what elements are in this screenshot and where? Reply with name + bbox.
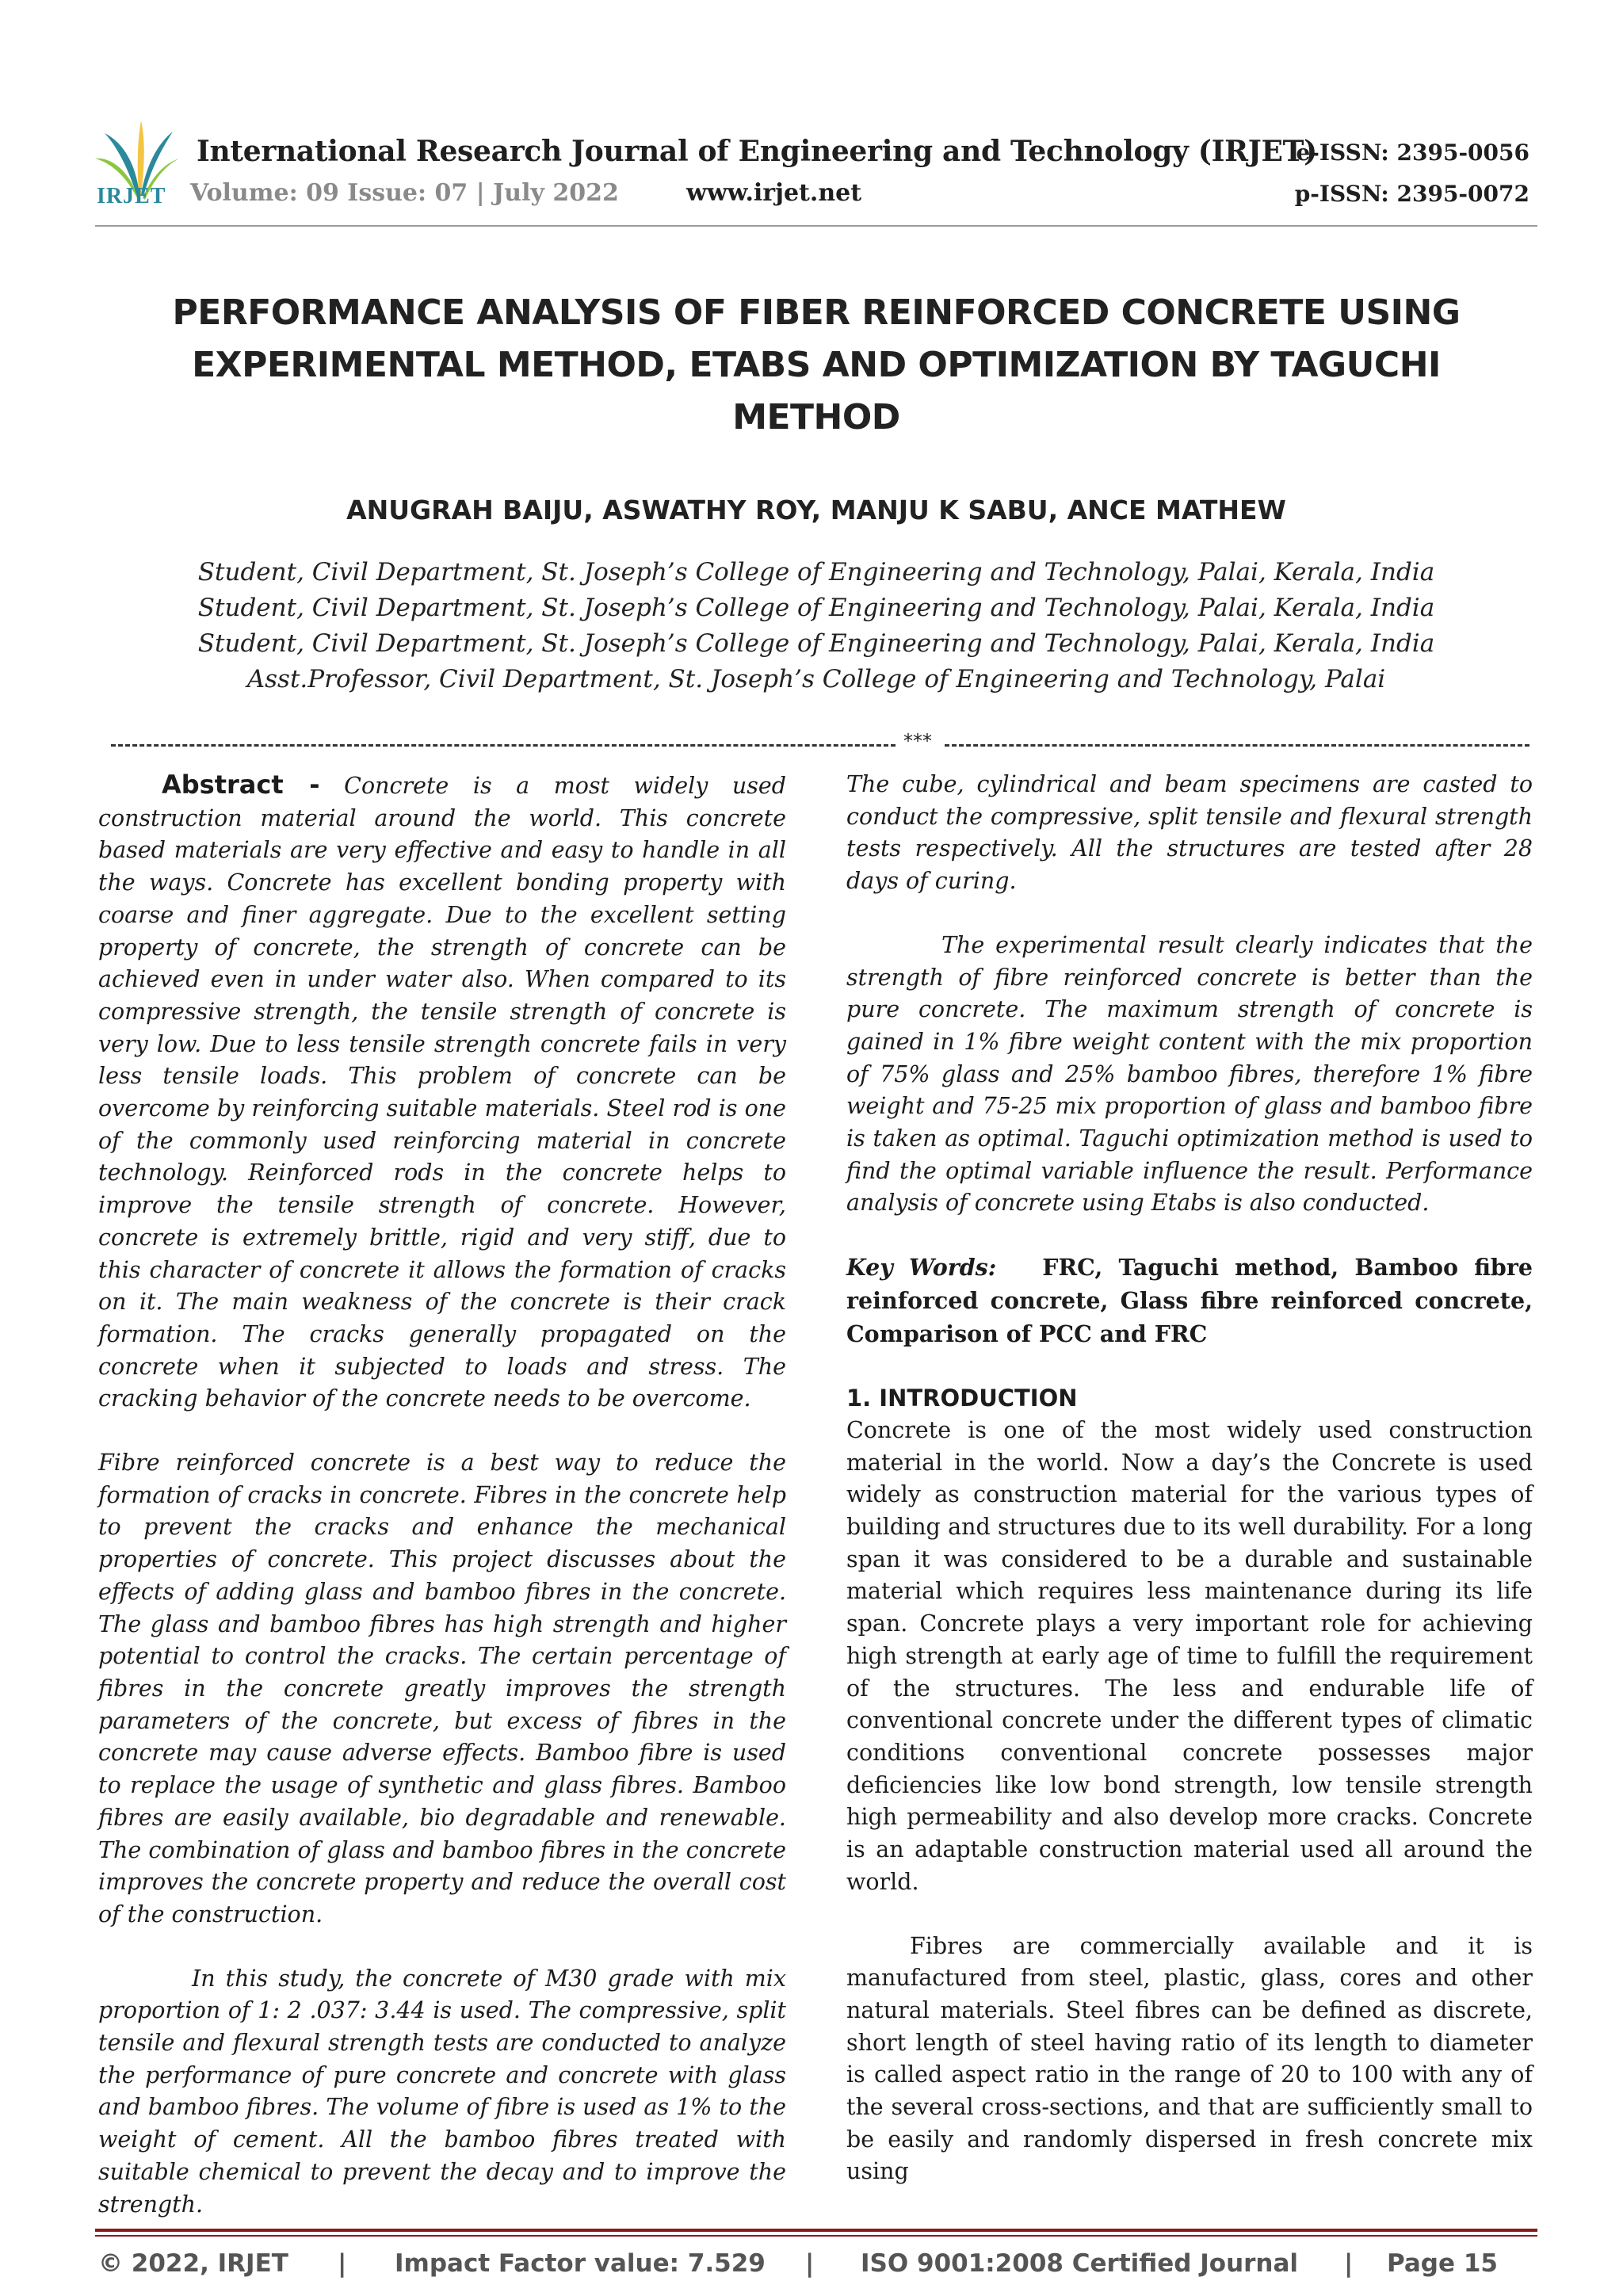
title-line: PERFORMANCE ANALYSIS OF FIBER REINFORCED CONCRETE USING: [172, 292, 1461, 333]
section-separator: [111, 730, 1529, 752]
footer-rule: [95, 2235, 1537, 2237]
affiliation-list: [95, 555, 1537, 697]
abstract-paragraph: [98, 769, 786, 1415]
keywords: Key Words: FRC, Taguchi method, Bamboo fibre reinforced concrete, Glass fibre reinforced concrete, Comparison of PCC and FRC: [846, 1254, 1533, 1347]
author-list: ANUGRAH BAIJU, ASWATHY ROY, MANJU K SABU, ANCE MATHEW: [346, 495, 1286, 525]
abstract-paragraph: Fibre reinforced concrete is a best way to reduce the formation of cracks in concrete. Fibres in the concrete help to prevent the cracks and enhance the mechanical properties of concrete. This project discusses about the effects of adding glass and bamboo fibres in the concrete. The glass and bamboo fibres has high strength and higher potential to control the cracks. The certain percentage of fibres in the concrete greatly improves the strength parameters of the concrete, but excess of fibres in the concrete may cause adverse effects. Bamboo fibre is used to replace the usage of synthetic and glass fibres. Bamboo fibres are easily available, bio degradable and renewable. The combination of glass and bamboo fibres in the concrete improves the concrete property and reduce the overall cost of the construction.: [98, 1450, 786, 1927]
affiliation: Student, Civil Department, St. Joseph’s College of Engineering and Technology, Palai, Kerala, India: [197, 558, 1435, 586]
abstract-text: Concrete is a most widely used construction material around the world. This concrete based materials are very effective and easy to handle in all the ways. Concrete has excellent bonding property with coarse and finer aggregate. Due to the excellent setting property of concrete, the strength of concrete can be achieved even in under water also. When compared to its compressive strength, the tensile strength of concrete is very low. Due to less tensile strength concrete fails in very less tensile loads. This problem of concrete can be overcome by reinforcing suitable materials. Steel rod is one of the commonly used reinforcing material in concrete technology. Reinforced rods in the concrete helps to improve the tensile strength of concrete. However, concrete is extremely brittle, rigid and very stiff, due to this character of concrete it allows the formation of cracks on it. The main weakness of the concrete is their crack formation. The cracks generally propagated on the concrete when it subjected to loads and stress. The cracking behavior of the concrete needs to be overcome.: [98, 773, 787, 1412]
footer-separator: |: [338, 2249, 347, 2278]
title-line: EXPERIMENTAL METHOD, ETABS AND OPTIMIZATION BY TAGUCHI: [192, 345, 1441, 385]
abstract-label: Abstract -: [162, 770, 320, 800]
affiliation: Asst.Professor, Civil Department, St. Joseph’s College of Engineering and Technology, Palai: [246, 665, 1386, 693]
left-column: [98, 769, 786, 2221]
separator-dash-left: [111, 744, 896, 747]
footer-iso: ISO 9001:2008 Certified Journal: [861, 2249, 1299, 2278]
separator-dash-right: [945, 744, 1529, 747]
affiliation: Student, Civil Department, St. Joseph’s College of Engineering and Technology, Palai, Kerala, India: [197, 629, 1435, 658]
separator-stars: ***: [903, 730, 932, 752]
footer-rule: [95, 2229, 1537, 2232]
abstract-paragraph-continued: The cube, cylindrical and beam specimens are casted to conduct the compressive, split tensile and flexural strength tests respectively. All the structures are tested after 28 days of curing.: [846, 771, 1533, 895]
footer-separator: |: [1344, 2249, 1354, 2278]
title-line: METHOD: [732, 397, 900, 437]
logo-text: IRJET: [97, 184, 166, 208]
affiliation: Student, Civil Department, St. Joseph’s College of Engineering and Technology, Palai, Kerala, India: [197, 594, 1435, 622]
abstract-paragraph: The experimental result clearly indicates that the strength of fibre reinforced concrete is better than the pure concrete. The maximum strength of concrete is gained in 1% fibre weight content with the mix proportion of 75% glass and 25% bamboo fibres, therefore 1% fibre weight and 75-25 mix proportion of glass and bamboo fibre is taken as optimal. Taguchi optimization method is used to find the optimal variable influence the result. Performance analysis of concrete using Etabs is also conducted.: [846, 931, 1533, 1217]
abstract-paragraph: In this study, the concrete of M30 grade with mix proportion of 1: 2 .037: 3.44 is used. The compressive, split tensile and flexural strength tests are conducted to analyze the performance of pure concrete and concrete with glass and bamboo fibres. The volume of fibre is used as 1% to the weight of cement. All the bamboo fibres treated with suitable chemical to prevent the decay and to improve the strength.: [98, 1965, 786, 2218]
p-issn: p-ISSN: 2395-0072: [1294, 181, 1529, 207]
footer-copyright: © 2022, IRJET: [98, 2249, 288, 2278]
e-issn: e-ISSN: 2395-0056: [1296, 139, 1529, 166]
page-footer: [98, 2249, 1541, 2281]
section-heading: 1. INTRODUCTION: [846, 1385, 1078, 1412]
footer-impact-factor: Impact Factor value: 7.529: [395, 2249, 766, 2278]
journal-title: International Research Journal of Engineering and Technology (IRJET): [197, 135, 1317, 168]
body-paragraph: Concrete is one of the most widely used construction material in the world. Now a day’s the Concrete is used widely as construction material for the various types of building and structures due to its well durability. For a long span it was considered to be a durable and sustainable material which requires less maintenance during its life span. Concrete plays a very important role for achieving high strength at early age of time to fulfill the requirement of the structures. The less and endurable life of conventional concrete under the different types of climatic conditions conventional concrete possesses major deficiencies like low bond strength, low tensile strength high permeability and also develop more cracks. Concrete is an adaptable construction material used all around the world.: [846, 1416, 1533, 1895]
header-divider: [95, 225, 1537, 227]
footer-separator: |: [805, 2249, 815, 2278]
keywords-text: FRC, Taguchi method, Bamboo fibre reinforced concrete, Glass fibre reinforced concrete, Comparison of PCC and FRC: [846, 1254, 1533, 1347]
body-paragraph: Fibres are commercially available and it is manufactured from steel, plastic, glass, cores and other natural materials. Steel fibres can be defined as discrete, short length of steel having ratio of its length to diameter is called aspect ratio in the range of 20 to 100 with any of the several cross-sections, and that are sufficiently small to be easily and randomly dispersed in fresh concrete mix using: [846, 1932, 1533, 2185]
right-column: [846, 769, 1533, 2188]
paper-title: [95, 287, 1537, 444]
footer-page-number: Page 15: [1387, 2249, 1498, 2278]
keywords-label: Key Words: [846, 1254, 988, 1282]
volume-issue: Volume: 09 Issue: 07 | July 2022: [190, 179, 619, 207]
journal-website-link[interactable]: www.irjet.net: [686, 179, 862, 207]
